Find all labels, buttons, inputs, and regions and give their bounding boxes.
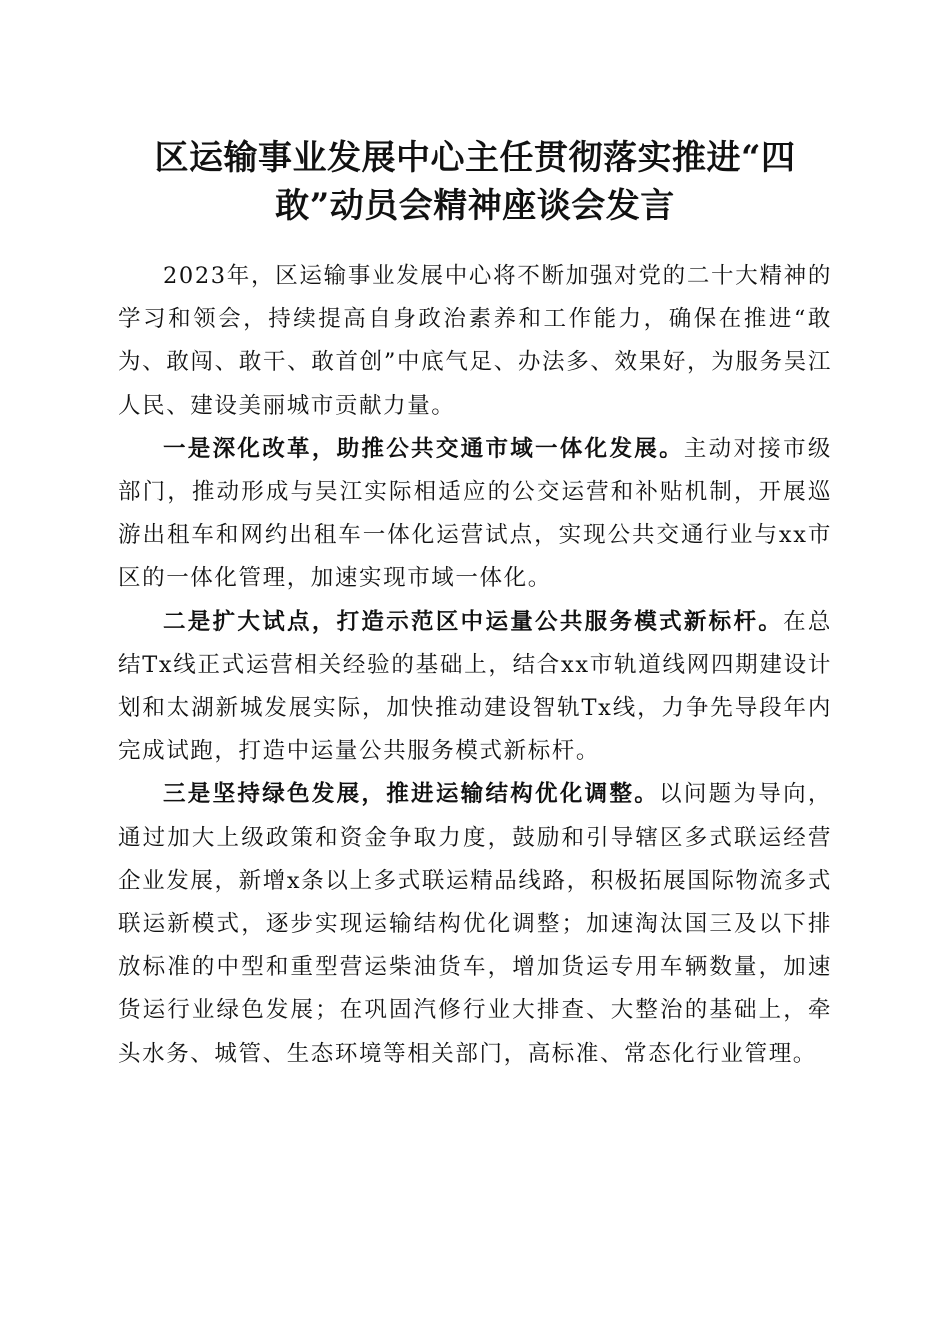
- paragraph-intro: [118, 255, 832, 428]
- paragraph-text: 2023年，区运输事业发展中心将不断加强对党的二十大精神的学习和领会，持续提高自身政治素养和工作能力，确保在推进“敢为、敢闯、敢干、敢首创”中底气足、办法多、效果好，为服务吴江人民、建设美丽城市贡献力量。: [118, 263, 832, 419]
- paragraph-lead: 二是扩大试点，打造示范区中运量公共服务模式新标杆。: [163, 608, 784, 635]
- paragraph-lead: 三是坚持绿色发展，推进运输结构优化调整。: [163, 781, 660, 808]
- paragraph-point-3: [118, 773, 832, 1075]
- title-line-2: 敢”动员会精神座谈会发言: [275, 186, 675, 226]
- paragraph-text: 在总结Tx线正式运营相关经验的基础上，结合xx市轨道线网四期建设计划和太湖新城发展实际，加快推动建设智轨Tx线，力争先导段年内完成试跑，打造中运量公共服务模式新标杆。: [118, 608, 832, 765]
- paragraph-lead: 一是深化改革，助推公共交通市域一体化发展。: [163, 435, 684, 462]
- title-line-1: 区运输事业发展中心主任贯彻落实推进“四: [154, 138, 796, 178]
- document-body: [118, 255, 832, 1076]
- paragraph-text: 以问题为导向，通过加大上级政策和资金争取力度，鼓励和引导辖区多式联运经营企业发展，新增x条以上多式联运精品线路，积极拓展国际物流多式联运新模式，逐步实现运输结构优化调整；加速淘汰国三及以下排放标准的中型和重型营运柴油货车，增加货运专用车辆数量，加速货运行业绿色发展；在巩固汽修行业大排查、大整治的基础上，牵头水务、城管、生态环境等相关部门，高标准、常态化行业管理。: [118, 781, 832, 1067]
- paragraph-point-1: [118, 428, 832, 601]
- document-title: [100, 134, 850, 230]
- paragraph-point-2: [118, 601, 832, 774]
- paragraph-text: 主动对接市级部门，推动形成与吴江实际相适应的公交运营和补贴机制，开展巡游出租车和网约出租车一体化运营试点，实现公共交通行业与xx市区的一体化管理，加速实现市域一体化。: [118, 435, 832, 592]
